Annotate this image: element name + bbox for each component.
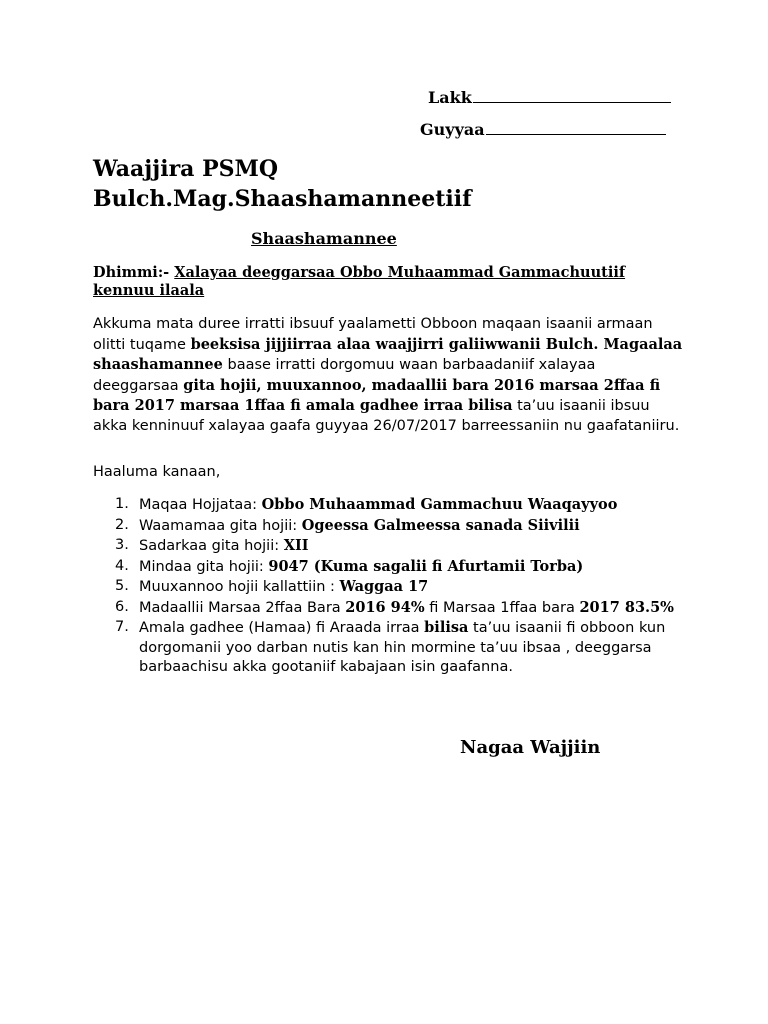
- list-item: [115, 495, 690, 516]
- body-paragraph: [93, 315, 683, 436]
- list-item-content: [139, 557, 690, 578]
- list-item-label: Muuxannoo hojii kallattiin :: [139, 579, 340, 595]
- list-item-number: 7.: [115, 619, 129, 635]
- list-item-content: [139, 577, 690, 598]
- list-item: [115, 557, 690, 578]
- subject-text: Xalayaa deeggarsaa Obbo Muhaammad Gammachuutiif kennuu ilaala: [93, 264, 626, 299]
- list-item-content: [139, 536, 690, 557]
- list-item-value: 9047 (Kuma sagalii fi Afurtamii Torba): [268, 557, 584, 575]
- addressee-office: Waajjira PSMQ: [93, 156, 279, 182]
- date-line: [420, 118, 671, 138]
- body-text-3: ta’uu isaanii ibsuu akka kenninuuf xalayaa gaafa guyyaa 26/07/2017 barreessaniin nu gaafataniiru.: [93, 398, 680, 434]
- body-text-1: Akkuma mata duree irratti ibsuuf yaalametti Obboon maqaan isaanii armaan olitti tuqame: [93, 316, 653, 353]
- body-text-2: baase irratti dorgomuu waan barbaadaniif xalayaa deeggarsaa: [93, 357, 596, 394]
- list-item-number: 1.: [115, 496, 129, 512]
- list-item-content: [139, 598, 690, 619]
- list-item: [115, 516, 690, 537]
- list-item-label: Maqaa Hojjataa:: [139, 497, 262, 513]
- list-item: [115, 536, 690, 557]
- reference-block: [420, 86, 671, 138]
- reference-number-line: [420, 86, 671, 106]
- list-item-value: Obbo Muhaammad Gammachuu Waaqayyoo: [261, 496, 618, 513]
- list-item-value: 2016 94%: [345, 598, 425, 616]
- body-bold-2: gita hojii, muuxannoo, madaallii bara 2016 marsaa 2ffaa fi bara 2017 marsaa 1ffaa fi amala gadhee irraa bilisa: [93, 376, 661, 414]
- list-item: [115, 577, 690, 598]
- list-item-number: 5.: [115, 578, 129, 594]
- list-item-label-2: fi Marsaa 1ffaa bara: [424, 599, 580, 616]
- list-item-label-2: ta’uu isaanii fi obboon kun dorgomanii yoo darban nutis kan hin mormine ta’uu ibsaa , deeggarsa barbaachisu akka gootaniif kabajaan isin gaafanna.: [139, 620, 666, 675]
- list-item: [115, 598, 690, 619]
- body-bold-1: beeksisa jijjiirraa alaa waajjirri galiiwwanii Bulch. Magaalaa shaashamannee: [93, 335, 683, 373]
- list-item-label: Amala gadhee (Hamaa) fi Araada irraa: [139, 620, 425, 636]
- list-item-value: XII: [283, 537, 309, 554]
- list-item-number: 6.: [115, 598, 129, 615]
- list-item-number: 3.: [115, 537, 129, 553]
- list-item-value: Ogeessa Galmeessa sanada Siivilii: [301, 516, 580, 534]
- greeting: Haaluma kanaan,: [93, 464, 221, 480]
- list-item-content: [139, 495, 690, 516]
- addressee-city-text: Shaashamannee: [251, 229, 397, 248]
- list-item-value-2: 2017 83.5%: [579, 598, 674, 616]
- list-item-number: 2.: [115, 516, 129, 533]
- list-item-label: Madaallii Marsaa 2ffaa Bara: [139, 599, 346, 616]
- list-item-label: Sadarkaa gita hojii:: [139, 538, 284, 554]
- list-item-label: Mindaa gita hojii:: [139, 558, 269, 575]
- list-item-value: Waggaa 17: [339, 578, 429, 595]
- closing-salutation: Nagaa Wajjiin: [460, 737, 601, 758]
- list-item-content: [139, 516, 690, 537]
- reference-number-blank: [473, 86, 671, 103]
- date-label: Guyyaa: [420, 120, 485, 139]
- list-item: [115, 618, 690, 678]
- list-item-content: [139, 618, 690, 678]
- addressee-city: [251, 229, 397, 248]
- date-blank: [486, 118, 666, 135]
- list-item-value: bilisa: [424, 619, 469, 636]
- list-item-number: 4.: [115, 557, 129, 574]
- subject-label: Dhimmi:-: [93, 264, 170, 281]
- addressee: [93, 154, 472, 214]
- addressee-administration: Bulch.Mag.Shaashamanneetiif: [93, 186, 472, 212]
- details-list: [115, 495, 690, 678]
- subject-line: [93, 264, 683, 300]
- reference-number-label: Lakk: [428, 88, 472, 107]
- list-item-label: Waamamaa gita hojii:: [139, 517, 302, 534]
